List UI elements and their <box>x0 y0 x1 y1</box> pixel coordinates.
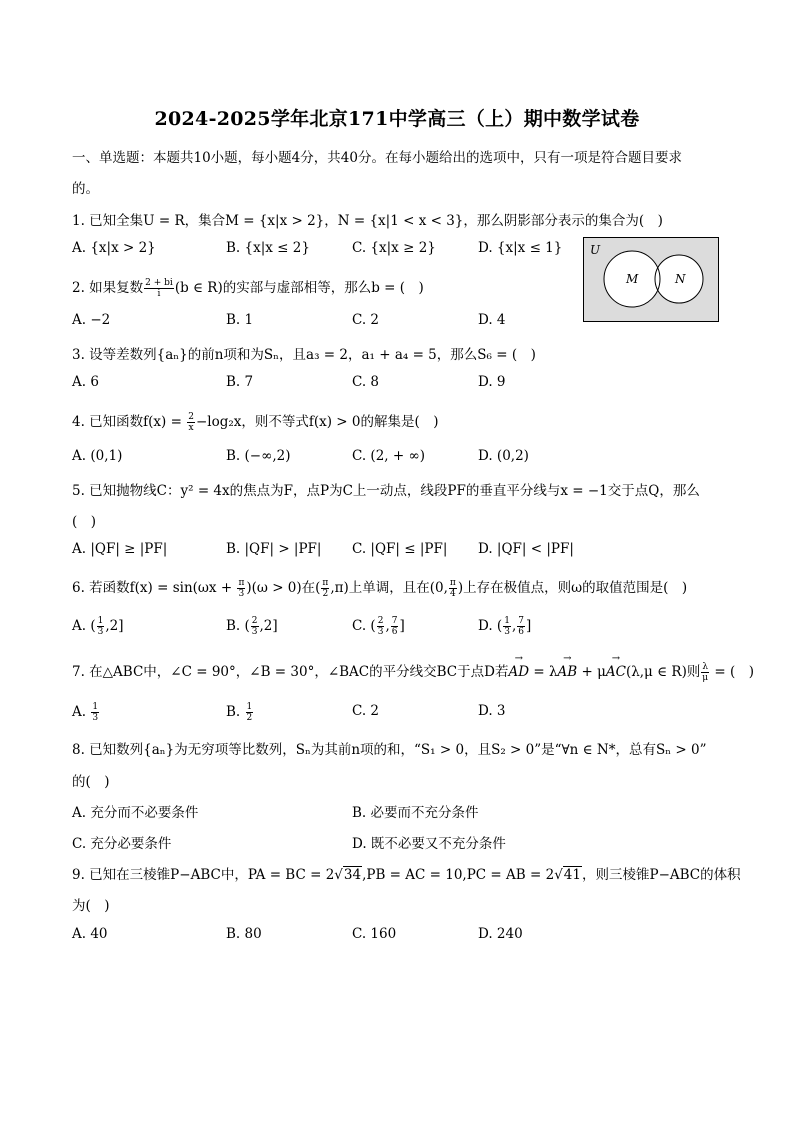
q7-option-b[interactable]: B. $\frac{1}{2}$ <box>226 702 253 723</box>
q5-option-c[interactable]: C. |QF| ≤ |PF| <box>352 541 448 557</box>
question-7-stem: 7. 在△ABC中，∠C = 90°，∠B = 30°，∠BAC的平分线交BC于点D若→ AD = λ→ AB + μ→ AC(λ,μ ∈ R)则 $\frac{\lambda}{\mu}$ = ( ) <box>72 660 754 683</box>
fraction: $\frac{2 + bi}{i}$ <box>145 278 173 299</box>
q6-option-d[interactable]: D. ( $\frac{1}{3}$ , $\frac{7}{6}$ ] <box>478 616 532 637</box>
question-5-stem-cont: ( ) <box>72 514 97 530</box>
venn-diagram <box>583 237 719 322</box>
fraction: $\frac{\lambda}{\mu}$ <box>702 662 709 683</box>
q5-option-b[interactable]: B. |QF| > |PF| <box>226 541 322 557</box>
question-8-stem-cont: 的( ) <box>72 774 110 790</box>
question-2-stem: 2. 如果复数 $\frac{2 + bi}{i}$ (b ∈ R)的实部与虚部相等，那么b = ( ) <box>72 278 424 299</box>
q6-option-a[interactable]: A. ( $\frac{1}{3}$ ,2] <box>72 616 124 637</box>
q7-option-c[interactable]: C. 2 <box>352 703 380 719</box>
q2-option-a[interactable]: A. −2 <box>72 312 111 328</box>
question-6-stem: 6. 若函数f(x) = sin(ωx + $\frac{\pi}{3}$ )(ω > 0)在( $\frac{\pi}{2}$ ,π)上单调，且在(0, $\frac{\pi}{4}$ )上存在极值点，则ω的取值范围是( ) <box>72 578 688 599</box>
q1-option-d[interactable]: D. {x|x ≤ 1} <box>478 240 563 256</box>
q5-option-d[interactable]: D. |QF| < |PF| <box>478 541 574 557</box>
q6-option-c[interactable]: C. ( $\frac{2}{3}$ , $\frac{7}{6}$ ] <box>352 616 405 637</box>
q9-option-d[interactable]: D. 240 <box>478 926 523 942</box>
fraction: $\frac{\pi}{4}$ <box>449 578 456 599</box>
venn-label-u: U <box>590 243 601 257</box>
q4-option-a[interactable]: A. (0,1) <box>72 448 123 464</box>
question-4-stem: 4. 已知函数f(x) = $\frac{2}{x}$ −log₂x，则不等式f(x) > 0的解集是( ) <box>72 412 439 433</box>
question-5-stem: 5. 已知抛物线C：y² = 4x的焦点为F，点P为C上一动点，线段PF的垂直平分线与x = −1交于点Q，那么 <box>72 483 700 499</box>
q9-option-b[interactable]: B. 80 <box>226 926 262 942</box>
sqrt-41: 41 <box>563 867 581 883</box>
vector-ac: → AC <box>606 664 626 680</box>
q3-option-a[interactable]: A. 6 <box>72 374 99 390</box>
q8-option-c[interactable]: C. 充分必要条件 <box>72 836 172 852</box>
q7-option-a[interactable]: A. $\frac{1}{3}$ <box>72 702 99 723</box>
section-heading: 一、单选题：本题共10小题，每小题4分，共40分。在每小题给出的选项中，只有一项是符合题目要求 <box>72 150 682 166</box>
question-1-stem: 1. 已知全集U = R，集合M = {x|x > 2}，N = {x|1 < x < 3}，那么阴影部分表示的集合为( ) <box>72 213 663 229</box>
q1-option-c[interactable]: C. {x|x ≥ 2} <box>352 240 436 256</box>
q6-option-b[interactable]: B. ( $\frac{2}{3}$ ,2] <box>226 616 278 637</box>
sqrt-34: 34 <box>343 867 362 883</box>
q2-option-d[interactable]: D. 4 <box>478 312 506 328</box>
q2-option-b[interactable]: B. 1 <box>226 312 254 328</box>
question-9-stem: 9. 已知在三棱锥P−ABC中，PA = BC = 2√34,PB = AC = 10,PC = AB = 2√41，则三棱锥P−ABC的体积 <box>72 867 741 883</box>
q4-option-c[interactable]: C. (2, + ∞) <box>352 448 425 464</box>
q1-option-a[interactable]: A. {x|x > 2} <box>72 240 156 256</box>
q3-option-d[interactable]: D. 9 <box>478 374 506 390</box>
q8-option-b[interactable]: B. 必要而不充分条件 <box>352 805 479 821</box>
q9-option-a[interactable]: A. 40 <box>72 926 108 942</box>
venn-label-n: N <box>675 272 686 286</box>
question-8-stem: 8. 已知数列{aₙ}为无穷项等比数列，Sₙ为其前n项的和，“S₁ > 0，且S₂ > 0”是“∀n ∈ N*，总有Sₙ > 0” <box>72 742 707 758</box>
section-heading-cont: 的。 <box>72 181 99 197</box>
q1-option-b[interactable]: B. {x|x ≤ 2} <box>226 240 310 256</box>
q3-option-c[interactable]: C. 8 <box>352 374 380 390</box>
q8-option-a[interactable]: A. 充分而不必要条件 <box>72 805 199 821</box>
page-title: 2024-2025学年北京171中学高三（上）期中数学试卷 <box>154 108 640 130</box>
q5-option-a[interactable]: A. |QF| ≥ |PF| <box>72 541 168 557</box>
q8-option-d[interactable]: D. 既不必要又不充分条件 <box>352 836 506 852</box>
q4-option-b[interactable]: B. (−∞,2) <box>226 448 291 464</box>
fraction: $\frac{\pi}{2}$ <box>322 578 329 599</box>
venn-label-m: M <box>626 272 639 286</box>
fraction: $\frac{2}{x}$ <box>188 412 194 433</box>
q9-option-c[interactable]: C. 160 <box>352 926 397 942</box>
fraction: $\frac{\pi}{3}$ <box>238 578 245 599</box>
q3-option-b[interactable]: B. 7 <box>226 374 254 390</box>
q4-option-d[interactable]: D. (0,2) <box>478 448 529 464</box>
question-9-stem-cont: 为( ) <box>72 898 110 914</box>
vector-ad: → AD <box>508 664 529 680</box>
question-3-stem: 3. 设等差数列{aₙ}的前n项和为Sₙ，且a₃ = 2，a₁ + a₄ = 5，那么S₆ = ( ) <box>72 347 536 363</box>
q2-option-c[interactable]: C. 2 <box>352 312 380 328</box>
vector-ab: → AB <box>558 664 578 680</box>
q7-option-d[interactable]: D. 3 <box>478 703 506 719</box>
